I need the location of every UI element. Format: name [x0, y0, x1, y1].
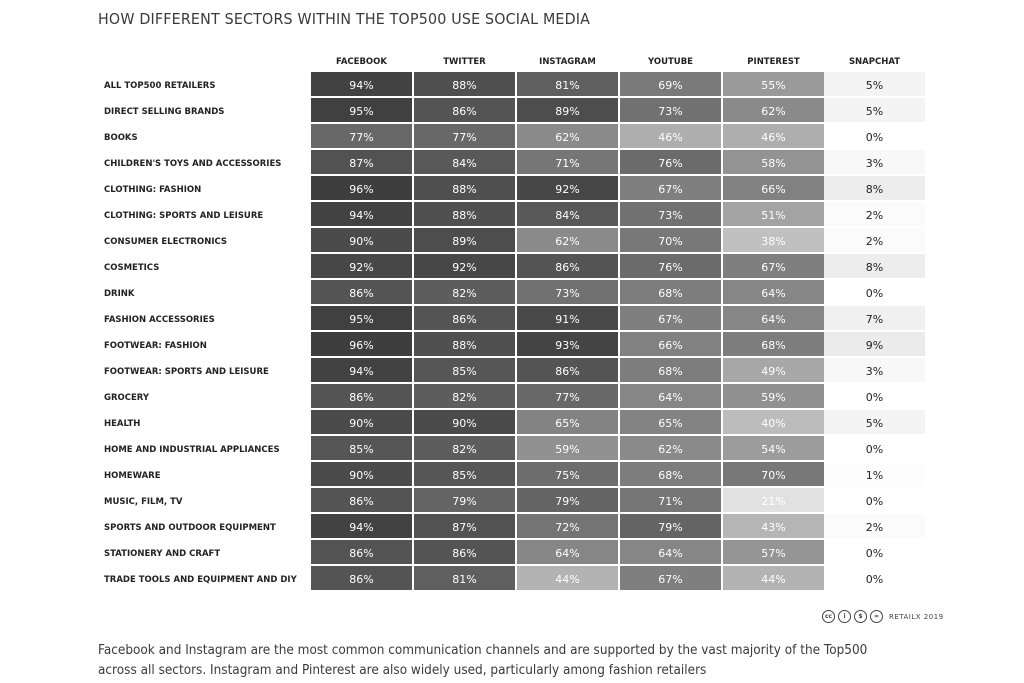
- cell-value-label: 46%: [658, 131, 683, 144]
- cell-value-label: 64%: [658, 391, 683, 404]
- cell-value-label: 2%: [865, 235, 884, 248]
- cell-value-label: 84%: [452, 157, 477, 170]
- cell-value-label: 68%: [658, 287, 683, 300]
- cell-value-label: 87%: [349, 157, 374, 170]
- cell-value-label: 85%: [452, 469, 477, 482]
- cell-value-label: 81%: [555, 79, 580, 92]
- cell-value-label: 71%: [555, 157, 580, 170]
- cell-value-label: 67%: [658, 313, 683, 326]
- cell-value-label: 44%: [761, 573, 786, 586]
- cell-value-label: 86%: [555, 365, 580, 378]
- cell-value-label: 86%: [349, 495, 374, 508]
- cell-value-label: 71%: [658, 495, 683, 508]
- cell-value-label: 73%: [555, 287, 580, 300]
- cell-value-label: 59%: [761, 391, 786, 404]
- row-label: BOOKS: [104, 133, 138, 143]
- row-label: DIRECT SELLING BRANDS: [104, 107, 225, 117]
- nc-icon: $: [854, 610, 867, 623]
- cell-value-label: 46%: [761, 131, 786, 144]
- cell-value-label: 82%: [452, 391, 477, 404]
- cell-value-label: 79%: [452, 495, 477, 508]
- cell-value-label: 64%: [761, 287, 786, 300]
- cell-value-label: 82%: [452, 443, 477, 456]
- cell-value-label: 66%: [658, 339, 683, 352]
- row-label: FOOTWEAR: FASHION: [104, 341, 207, 351]
- cell-value-label: 62%: [555, 131, 580, 144]
- cell-value-label: 86%: [349, 573, 374, 586]
- cell-value-label: 75%: [555, 469, 580, 482]
- cell-value-label: 85%: [349, 443, 374, 456]
- cell-value-label: 7%: [865, 313, 884, 326]
- cell-value-label: 62%: [555, 235, 580, 248]
- cell-value-label: 86%: [452, 105, 477, 118]
- cell-value-label: 57%: [761, 547, 786, 560]
- row-label: CLOTHING: SPORTS AND LEISURE: [104, 211, 264, 221]
- cell-value-label: 8%: [865, 183, 884, 196]
- cell-value-label: 64%: [761, 313, 786, 326]
- cell-value-label: 0%: [865, 131, 884, 144]
- cell-value-label: 93%: [555, 339, 580, 352]
- cell-value-label: 90%: [349, 469, 374, 482]
- cell-value-label: 67%: [658, 183, 683, 196]
- row-label: FASHION ACCESSORIES: [104, 315, 215, 325]
- cell-value-label: 95%: [349, 313, 374, 326]
- cell-value-label: 70%: [658, 235, 683, 248]
- cell-value-label: 54%: [761, 443, 786, 456]
- cell-value-label: 62%: [761, 105, 786, 118]
- row-label: DRINK: [104, 289, 135, 299]
- cell-value-label: 89%: [555, 105, 580, 118]
- cell-value-label: 94%: [349, 365, 374, 378]
- cell-value-label: 51%: [761, 209, 786, 222]
- column-header: TWITTER: [443, 57, 486, 67]
- cell-value-label: 92%: [349, 261, 374, 274]
- license-credit: [822, 610, 944, 623]
- cell-value-label: 59%: [555, 443, 580, 456]
- cell-value-label: 40%: [761, 417, 786, 430]
- cell-value-label: 86%: [349, 391, 374, 404]
- cell-value-label: 82%: [452, 287, 477, 300]
- cell-value-label: 94%: [349, 521, 374, 534]
- cell-value-label: 96%: [349, 183, 374, 196]
- cell-value-label: 2%: [865, 209, 884, 222]
- cell-value-label: 92%: [555, 183, 580, 196]
- cell-value-label: 64%: [658, 547, 683, 560]
- nd-icon: =: [870, 610, 883, 623]
- cell-value-label: 79%: [555, 495, 580, 508]
- cell-value-label: 76%: [658, 261, 683, 274]
- cell-value-label: 65%: [658, 417, 683, 430]
- cell-value-label: 90%: [452, 417, 477, 430]
- cell-value-label: 81%: [452, 573, 477, 586]
- cell-value-label: 76%: [658, 157, 683, 170]
- cell-value-label: 0%: [865, 287, 884, 300]
- by-icon: i: [838, 610, 851, 623]
- row-label: SPORTS AND OUTDOOR EQUIPMENT: [104, 523, 276, 533]
- cell-value-label: 8%: [865, 261, 884, 274]
- cell-value-label: 85%: [452, 365, 477, 378]
- cell-value-label: 55%: [761, 79, 786, 92]
- column-header: PINTEREST: [747, 57, 800, 67]
- cell-value-label: 1%: [865, 469, 884, 482]
- cell-value-label: 73%: [658, 105, 683, 118]
- cell-value-label: 0%: [865, 443, 884, 456]
- column-header: SNAPCHAT: [848, 57, 901, 67]
- chart-title: HOW DIFFERENT SECTORS WITHIN THE TOP500 USE SOCIAL MEDIA: [98, 10, 591, 28]
- cell-value-label: 44%: [555, 573, 580, 586]
- row-label: CHILDREN'S TOYS AND ACCESSORIES: [104, 159, 282, 169]
- cell-value-label: 70%: [761, 469, 786, 482]
- cell-value-label: 94%: [349, 209, 374, 222]
- cell-value-label: 90%: [349, 235, 374, 248]
- column-header: YOUTUBE: [648, 57, 693, 67]
- cell-value-label: 65%: [555, 417, 580, 430]
- cell-value-label: 79%: [658, 521, 683, 534]
- cell-value-label: 9%: [865, 339, 884, 352]
- cell-value-label: 68%: [658, 469, 683, 482]
- cell-value-label: 86%: [349, 547, 374, 560]
- cell-value-label: 77%: [349, 131, 374, 144]
- cell-value-label: 0%: [865, 391, 884, 404]
- cell-value-label: 66%: [761, 183, 786, 196]
- column-header: INSTAGRAM: [539, 57, 596, 67]
- row-label: GROCERY: [104, 393, 150, 403]
- cell-value-label: 64%: [555, 547, 580, 560]
- cell-value-label: 92%: [452, 261, 477, 274]
- cell-value-label: 0%: [865, 547, 884, 560]
- cell-value-label: 58%: [761, 157, 786, 170]
- row-label: HOME AND INDUSTRIAL APPLIANCES: [104, 445, 280, 455]
- cell-value-label: 77%: [452, 131, 477, 144]
- row-label: MUSIC, FILM, TV: [104, 497, 183, 507]
- cell-value-label: 88%: [452, 79, 477, 92]
- cell-value-label: 84%: [555, 209, 580, 222]
- cell-value-label: 77%: [555, 391, 580, 404]
- cell-value-label: 86%: [452, 547, 477, 560]
- row-label: CONSUMER ELECTRONICS: [104, 237, 228, 247]
- row-label: HEALTH: [104, 419, 141, 429]
- cell-value-label: 86%: [452, 313, 477, 326]
- cell-value-label: 38%: [761, 235, 786, 248]
- cell-value-label: 68%: [658, 365, 683, 378]
- cell-value-label: 88%: [452, 209, 477, 222]
- cell-value-label: 69%: [658, 79, 683, 92]
- cell-value-label: 0%: [865, 495, 884, 508]
- cell-value-label: 89%: [452, 235, 477, 248]
- chart-caption: Facebook and Instagram are the most common communication channels and are supported by the vast majority of the Top500 across all sectors. Instagram and Pinterest are also widely used, particularly among fashion retailers: [98, 643, 868, 678]
- row-label: FOOTWEAR: SPORTS AND LEISURE: [104, 367, 269, 377]
- cell-value-label: 88%: [452, 339, 477, 352]
- cell-value-label: 88%: [452, 183, 477, 196]
- cell-value-label: 91%: [555, 313, 580, 326]
- cell-value-label: 5%: [865, 79, 884, 92]
- cell-value-label: 87%: [452, 521, 477, 534]
- cell-value-label: 86%: [555, 261, 580, 274]
- row-label: HOMEWARE: [104, 471, 161, 481]
- column-header: FACEBOOK: [336, 57, 387, 67]
- row-label: ALL TOP500 RETAILERS: [104, 81, 216, 91]
- cell-value-label: 43%: [761, 521, 786, 534]
- cell-value-label: 5%: [865, 417, 884, 430]
- cc-icon: cc: [822, 610, 835, 623]
- credit-text: RETAILX 2019: [889, 612, 944, 621]
- cell-value-label: 3%: [865, 157, 884, 170]
- row-label: COSMETICS: [104, 263, 160, 273]
- cell-value-label: 67%: [658, 573, 683, 586]
- cell-value-label: 62%: [658, 443, 683, 456]
- cell-value-label: 0%: [865, 573, 884, 586]
- cell-value-label: 94%: [349, 79, 374, 92]
- cell-value-label: 67%: [761, 261, 786, 274]
- cell-value-label: 96%: [349, 339, 374, 352]
- cell-value-label: 72%: [555, 521, 580, 534]
- row-label: STATIONERY AND CRAFT: [104, 549, 221, 559]
- cell-value-label: 3%: [865, 365, 884, 378]
- cell-value-label: 5%: [865, 105, 884, 118]
- cell-value-label: 2%: [865, 521, 884, 534]
- cell-value-label: 86%: [349, 287, 374, 300]
- cell-value-label: 73%: [658, 209, 683, 222]
- cell-value-label: 95%: [349, 105, 374, 118]
- cell-value-label: 49%: [761, 365, 786, 378]
- row-label: TRADE TOOLS AND EQUIPMENT AND DIY: [104, 575, 297, 585]
- cell-value-label: 68%: [761, 339, 786, 352]
- cell-value-label: 21%: [761, 495, 786, 508]
- row-label: CLOTHING: FASHION: [104, 185, 202, 195]
- cell-value-label: 90%: [349, 417, 374, 430]
